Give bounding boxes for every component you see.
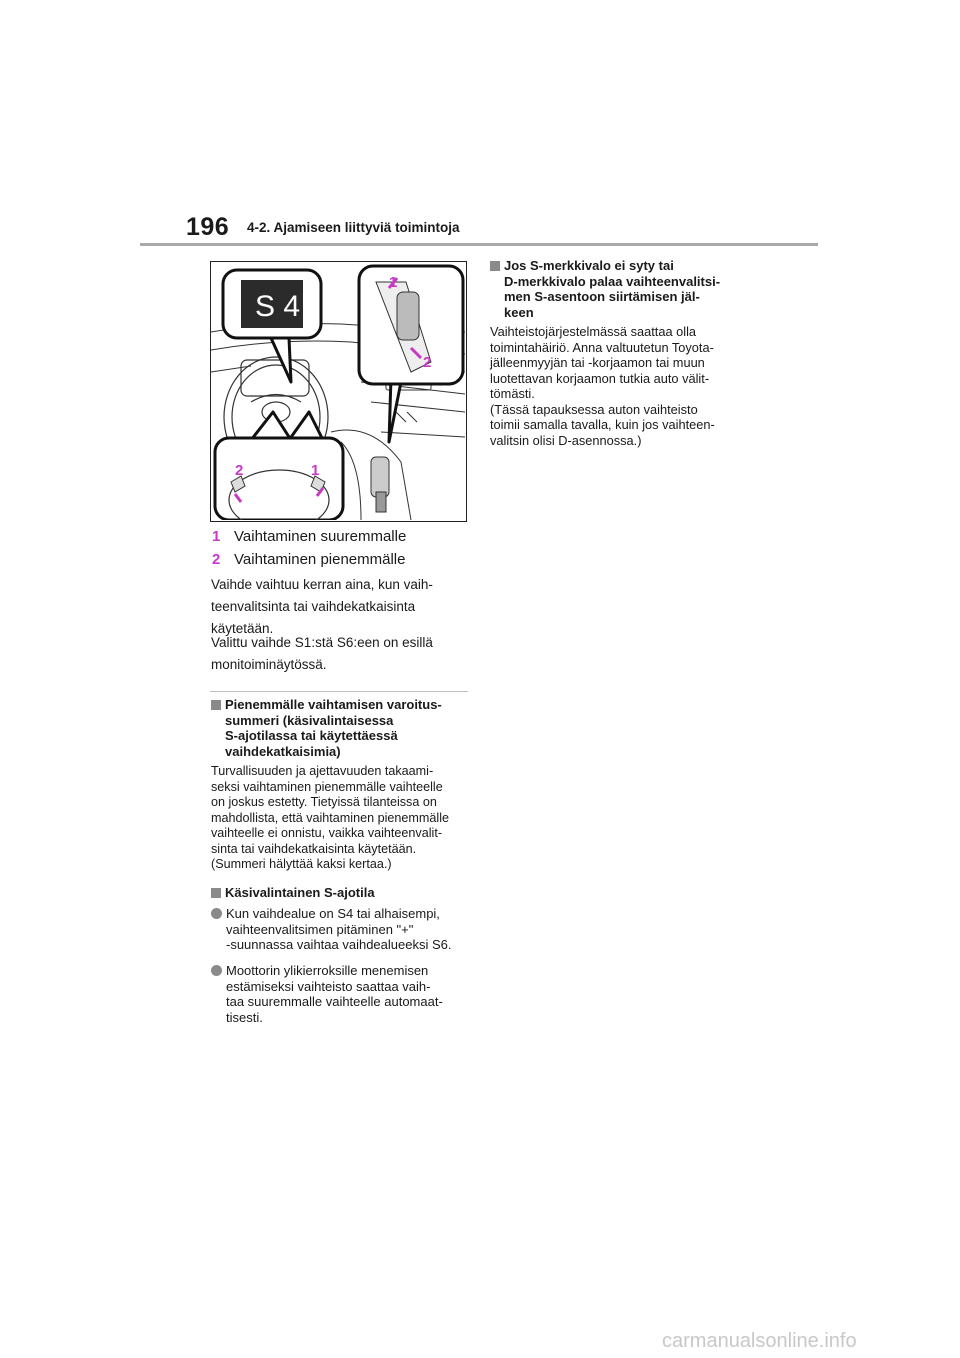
- paragraph-downshift-buzzer: Turvallisuuden ja ajettavuuden takaami- seksi vaihtaminen pienemmälle vaihteelle on joskus estetty. Tietyissä tilanteissa on mahdollista, että vaihtaminen pienemmälle vaihteelle ei onnistu, vaikka vaihteenvalit- sinta tai vaihdekatkaisinta käytetään. (Summeri hälyttää kaksi kertaa.): [211, 764, 450, 871]
- page-number: 196: [186, 213, 230, 241]
- bullet-s4-hold: [211, 906, 471, 953]
- square-bullet-icon: [211, 888, 221, 898]
- callout-label-2-wheel: 2: [235, 462, 244, 479]
- section-title: 4-2. Ajamiseen liittyviä toimintoja: [247, 220, 460, 235]
- paragraph-gear-display: Valittu vaihde S1:stä S6:een on esillä monitoiminäytössä.: [211, 635, 433, 672]
- heading-s-indicator-fault: [490, 258, 760, 320]
- circle-bullet-icon: [211, 965, 222, 976]
- bullet-text: Moottorin ylikierroksille menemisen estämiseksi vaihteisto saattaa vaih- taa suuremmalle vaihteelle automaat- tisesti.: [226, 963, 443, 1025]
- section-divider: [210, 691, 468, 692]
- bullet-overrev: [211, 963, 471, 1025]
- callout-label-1-wheel: 1: [311, 462, 320, 479]
- gear-display-text: S 4: [255, 290, 301, 323]
- heading-downshift-buzzer: [211, 697, 471, 759]
- step-downshift: [212, 551, 405, 568]
- gear-shift-illustration: [210, 261, 467, 522]
- heading-text: Pienemmälle vaihtamisen varoitus- summeri (käsivalintaisessa S-ajotilassa tai käytettäessä vaihdekatkaisimia): [225, 697, 442, 759]
- cockpit-drawing: [211, 262, 465, 520]
- paragraph-s-indicator-fault: Vaihteistojärjestelmässä saattaa olla toimintahäiriö. Anna valtuutetun Toyota- jälleenmyyjän tai -korjaamon tai muun luotettavan korjaamon tutkia auto välit- tömästi. (Tässä tapauksessa auton vaihteisto toimii samalla tavalla, kuin jos vaihteen- valitsin olisi D-asennossa.): [490, 324, 715, 448]
- circle-bullet-icon: [211, 908, 222, 919]
- step-label: Vaihtaminen suuremmalle: [234, 528, 407, 545]
- heading-text: Jos S-merkkivalo ei syty tai D-merkkivalo palaa vaihteenvalitsi- men S-asentoon siirtämisen jäl- keen: [504, 258, 721, 320]
- paragraph-gear-change: Vaihde vaihtuu kerran aina, kun vaih- teenvalitsinta tai vaihdekatkaisinta käytetään.: [211, 577, 433, 636]
- header-rule: [140, 243, 818, 246]
- bullet-text: Kun vaihdealue on S4 tai alhaisempi, vaihteenvalitsimen pitäminen "+" -suunnassa vaihtaa vaihdealueeksi S6.: [226, 906, 452, 952]
- square-bullet-icon: [211, 700, 221, 710]
- heading-manual-s-mode: [211, 885, 471, 901]
- callout-label-2: 2: [423, 354, 432, 371]
- heading-text: Käsivalintainen S-ajotila: [225, 885, 375, 900]
- watermark: carmanualsonline.info: [662, 1330, 857, 1352]
- step-number: 1: [212, 528, 221, 545]
- step-upshift: [212, 528, 406, 545]
- step-number: 2: [212, 551, 221, 568]
- callout-label-1: 1: [389, 274, 398, 291]
- step-label: Vaihtaminen pienemmälle: [234, 551, 406, 568]
- square-bullet-icon: [490, 261, 500, 271]
